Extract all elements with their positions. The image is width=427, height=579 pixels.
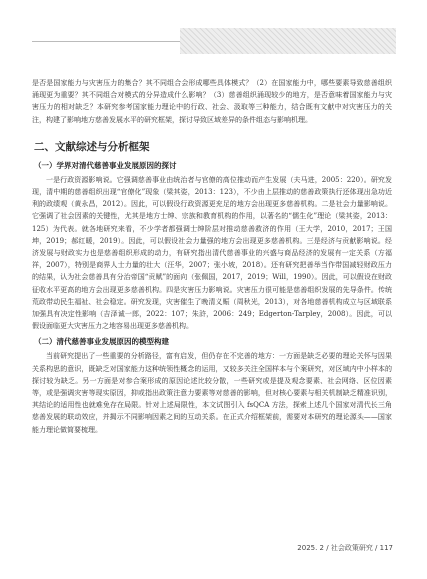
section-title: 二、文献综述与分析框架 xyxy=(34,140,150,153)
subsection-title-1: （一）学界对清代慈善事业发展原因的探讨 xyxy=(34,160,177,170)
subsection-title-2: （二）清代慈善事业发展原因的模型构建 xyxy=(34,337,169,347)
article-body xyxy=(32,77,392,436)
page-header-decoration xyxy=(0,28,427,54)
header-pattern-block xyxy=(180,28,396,54)
header-rule xyxy=(32,41,180,42)
subsection-2-paragraph: 当前研究提出了一些重要的分析路径，富有启发，但仍存在不完善的地方：一方面是缺乏必要的理论关怀与因果关系构思的意识，既缺乏对国家能力这种统领性概念的运用，又较多关注全国样本与个案研究，对区域内中小样本的探讨较为缺乏。另一方面是对参合案形成的原因论述比较分散，一些研究或是提及观念要素、社会网络、区位因素等，或是强调灾害等现实原因，抑或指出政策注意力要素等对慈善的影响，但对核心要素与相关机制缺乏精准识别，其结论的适用性也就难免存在局限。针对上述局限性，本文试图引入 fsQCA 方法，探索上述几个国家对清代长三角慈善发展的联动效应，并揭示不同影响因素之间的互动关系。在正式介绍框架前，需要对本研究的理论源头——国家能力理论做简要梳理。 xyxy=(32,352,392,434)
intro-paragraph: 是否是国家能力与灾害压力的集合？其不同组合会形成哪些具体模式？（2）在国家能力中，哪些要素导致慈善组织涌现更为重要？其不同组合对模式的分异造成什么影响？（3）慈善组织涌现较少的地方，是否意味着国家能力与灾害压力的相对缺乏？本研究参考国家能力理论中的行政、社会、汲取等三种能力，结合既有文献中对灾害压力的关注，构建了影响地方慈善发展水平的研究框架，探讨导致区域差异的条件组态与影响机理。 xyxy=(32,79,392,124)
subsection-1-paragraph: 一是行政资源影响说。它强调慈善事业由统治者与官僚的高位推动而产生发展（夫马进，2005：220）。研究发现，清中期的慈善组织出现“官僚化”现象（梁其姿，2013：123），不少由上层推动的慈善政策执行还体现出急功近利的政绩观（黄永昌，2012）。因此，可以假设行政资源更充足的地方会出现更多慈善机构。二是社会力量影响说。它强调了社会因素的关键性，尤其是地方士绅、宗族和教育机构的作用，以著名的“儒生化”理论（梁其姿，2013：125）为代表。就各地研究来看，不少学者都强调士绅阶层对推动慈善救济的作用（王大学，2010，2017；王国坤，2019；郝红暖，2019）。因此，可以假设社会力量强的地方会出现更多慈善机构。三是经济与贡献影响说。经济发展与财政实力也是慈善组织形成的动力，有研究指出清代慈善事业的兴盛与商品经济的发展有一定关系（方福祥，2007），特别是商界人士力量的壮大（汪华，2007；张小坡，2018）。还有研究把善举当作带国减轻财政压力的结果，认为社会慈善具有分治帝国“贡赋”的面向（张佩国，2017，2019；Will，1990）。因此，可以假设在财政征收水平更高的地方会出现更多慈善机构。四是灾害压力影响说。灾害压力很可能是慈善组织发展的先导条件。传统荒政带动民生福祉、社会稳定。研究发现，灾害催生了晚清义赈（周秋光，2013），对各地慈善机构成立与区域联系加强具有决定性影响（吉泽诚一郎，2022：107；朱浒，2006：249；Edgerton-Tarpley，2008）。因此，可以假设面临更大灾害压力之地容易出现更多慈善机构。 xyxy=(32,175,392,331)
page-footer: 2025. 2 / 社会政策研究 / 117 xyxy=(297,544,393,552)
